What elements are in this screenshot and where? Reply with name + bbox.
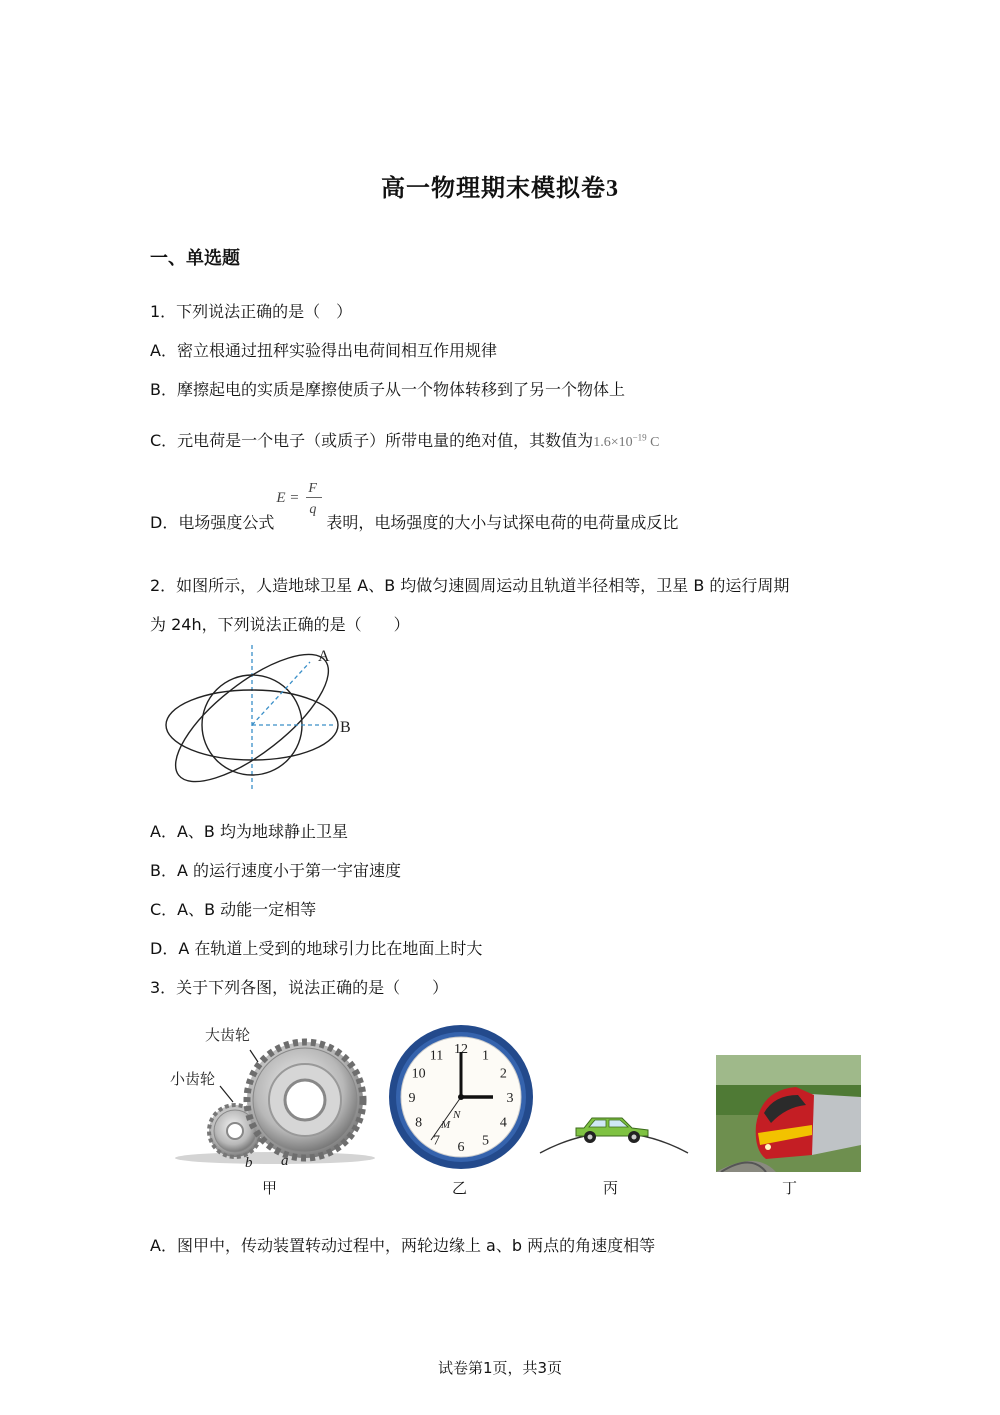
- clock-center: [458, 1094, 464, 1100]
- clock-number-4: 4: [499, 1115, 507, 1131]
- q3-option-a: A．图甲中，传动装置转动过程中，两轮边缘上 a、b 两点的角速度相等: [150, 1236, 656, 1255]
- section-heading: 一、单选题: [150, 248, 240, 269]
- clock-number-5: 5: [482, 1133, 489, 1149]
- q2-stem-line1: 2．如图所示，人造地球卫星 A、B 均做匀速圆周运动且轨道半径相等，卫星 B 的运行周期: [150, 576, 790, 595]
- clock-number-11: 11: [429, 1048, 444, 1064]
- formula-numerator: F: [308, 481, 317, 496]
- photo-sky: [716, 1055, 861, 1090]
- clock-number-1: 1: [482, 1048, 489, 1064]
- q1-option-d-suffix: 表明，电场强度的大小与试探电荷的电荷量成反比: [326, 513, 679, 532]
- q2-option-a: A．A、B 均为地球静止卫星: [150, 822, 348, 841]
- point-a-label: a: [281, 1153, 289, 1168]
- q1-option-a: A．密立根通过扭秤实验得出电荷间相互作用规律: [150, 341, 497, 360]
- car: [576, 1118, 648, 1143]
- fig-label-yi: 乙: [452, 1179, 468, 1197]
- fraction-bar: [306, 497, 322, 498]
- q1-option-c-text: C．元电荷是一个电子（或质子）所带电量的绝对值，其数值为: [150, 431, 594, 450]
- formula-denominator: q: [309, 502, 317, 517]
- clock-number-7: 7: [433, 1133, 440, 1149]
- clock-figure: [385, 1022, 537, 1172]
- clock-point-n: N: [453, 1109, 461, 1121]
- formula-lhs: E =: [276, 490, 300, 506]
- charge-mantissa: 1.6×10: [593, 435, 633, 450]
- point-b-label: b: [245, 1155, 253, 1168]
- q2-option-b: B．A 的运行速度小于第一宇宙速度: [150, 861, 402, 880]
- clock-number-3: 3: [506, 1091, 514, 1106]
- field-formula: [274, 481, 326, 528]
- small-gear-label: 小齿轮: [170, 1070, 216, 1088]
- q1-option-c: [150, 428, 660, 451]
- q1-option-d: [150, 481, 679, 533]
- fig-label-ding: 丁: [782, 1179, 798, 1197]
- clock-number-10: 10: [411, 1066, 426, 1082]
- label-a: A: [318, 648, 330, 665]
- fig-label-jia: 甲: [262, 1179, 278, 1197]
- fig-label-bing: 丙: [603, 1179, 619, 1197]
- q1-option-d-prefix: D．电场强度公式: [150, 513, 275, 532]
- charge-unit: C: [650, 435, 660, 450]
- big-gear-pointer: [250, 1050, 258, 1062]
- q1-charge-value: [593, 432, 660, 450]
- clock-number-2: 2: [499, 1066, 507, 1082]
- clock-number-12: 12: [454, 1042, 468, 1057]
- train-light: [765, 1144, 771, 1150]
- clock-number-6: 6: [457, 1140, 465, 1155]
- satellite-orbit-figure: [160, 640, 370, 800]
- small-gear-pointer: [220, 1086, 233, 1102]
- q2-option-d: D．A 在轨道上受到的地球引力比在地面上时大: [150, 939, 483, 958]
- clock-point-m: M: [441, 1119, 451, 1131]
- q1-stem: 1．下列说法正确的是（ ）: [150, 302, 353, 321]
- gear-shadow: [175, 1152, 375, 1164]
- label-b: B: [340, 719, 351, 736]
- big-gear: [247, 1042, 363, 1158]
- q2-option-c: C．A、B 动能一定相等: [150, 900, 317, 919]
- page-footer: 试卷第1页，共3页: [437, 1359, 563, 1377]
- big-gear-label: 大齿轮: [205, 1026, 251, 1044]
- gears-figure: [165, 1018, 375, 1168]
- charge-exponent: −19: [632, 432, 647, 443]
- q3-stem: 3．关于下列各图，说法正确的是（ ）: [150, 978, 449, 997]
- train-photo: [716, 1055, 861, 1172]
- page-title: 高一物理期末模拟卷3: [381, 176, 619, 202]
- q1-option-b: B．摩擦起电的实质是摩擦使质子从一个物体转移到了另一个物体上: [150, 380, 625, 399]
- clock-number-8: 8: [415, 1115, 423, 1131]
- q2-stem-line2: 为 24h，下列说法正确的是（ ）: [150, 615, 410, 634]
- clock-number-9: 9: [408, 1091, 416, 1106]
- car-hill-figure: [538, 1098, 690, 1158]
